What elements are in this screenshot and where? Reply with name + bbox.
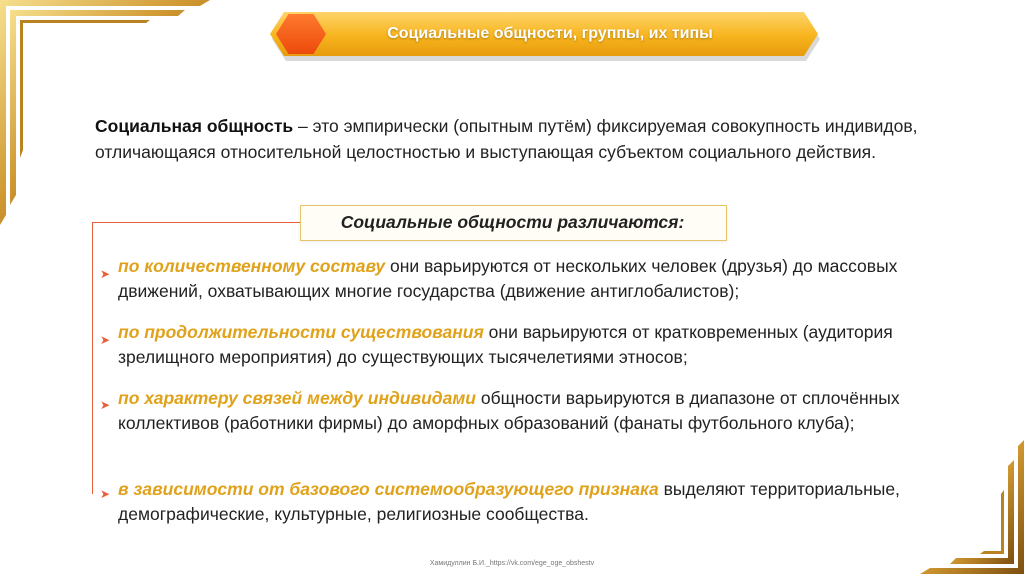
item-text: они варьируются от кратковременных (аудитория зрелищного мероприятия) до существующих тысячелетиями этносов; [118,322,893,367]
bottom-right-gold-frame [900,430,1024,574]
list-item [118,254,918,304]
item-highlight: по количественному составу [118,256,386,276]
subheader: Социальные общности различаются: [340,212,685,232]
arrow-icon: ➤ [100,398,111,412]
item-highlight: по характеру связей между индивидами [118,388,476,408]
bracket-top-line [92,222,300,223]
list-item [118,477,918,527]
arrow-icon: ➤ [100,267,111,281]
item-text: общности варьируются в диапазоне от сплочённых коллективов (работники фирмы) до аморфных образований (фанаты футбольного клуба); [118,388,900,433]
definition-paragraph [95,113,925,165]
arrow-icon: ➤ [100,487,111,501]
footer-credit: Хамидуллин Б.И._https://vk.com/ege_oge_obshestv [429,560,595,567]
arrow-icon: ➤ [100,333,111,347]
list-item [118,320,918,370]
item-highlight: по продолжительности существования [118,322,484,342]
item-text: они варьируются от нескольких человек (друзья) до массовых движений, охватывающих многие государства (движение антиглобалистов); [118,256,898,301]
definition-term: Социальная общность [95,116,294,136]
page-title: Социальные общности, группы, их типы [387,25,713,42]
item-highlight: в зависимости от базового системообразующего признака [118,479,659,499]
definition-text: – это эмпирически (опытным путём) фиксируемая совокупность индивидов, отличающаяся относительной целостностью и выступающая субъектом социального действия. [95,116,918,162]
list-item [118,386,918,436]
item-text: выделяют территориальные, демографические, культурные, религиозные сообщества. [118,479,900,524]
bracket-vertical-line [92,222,93,494]
